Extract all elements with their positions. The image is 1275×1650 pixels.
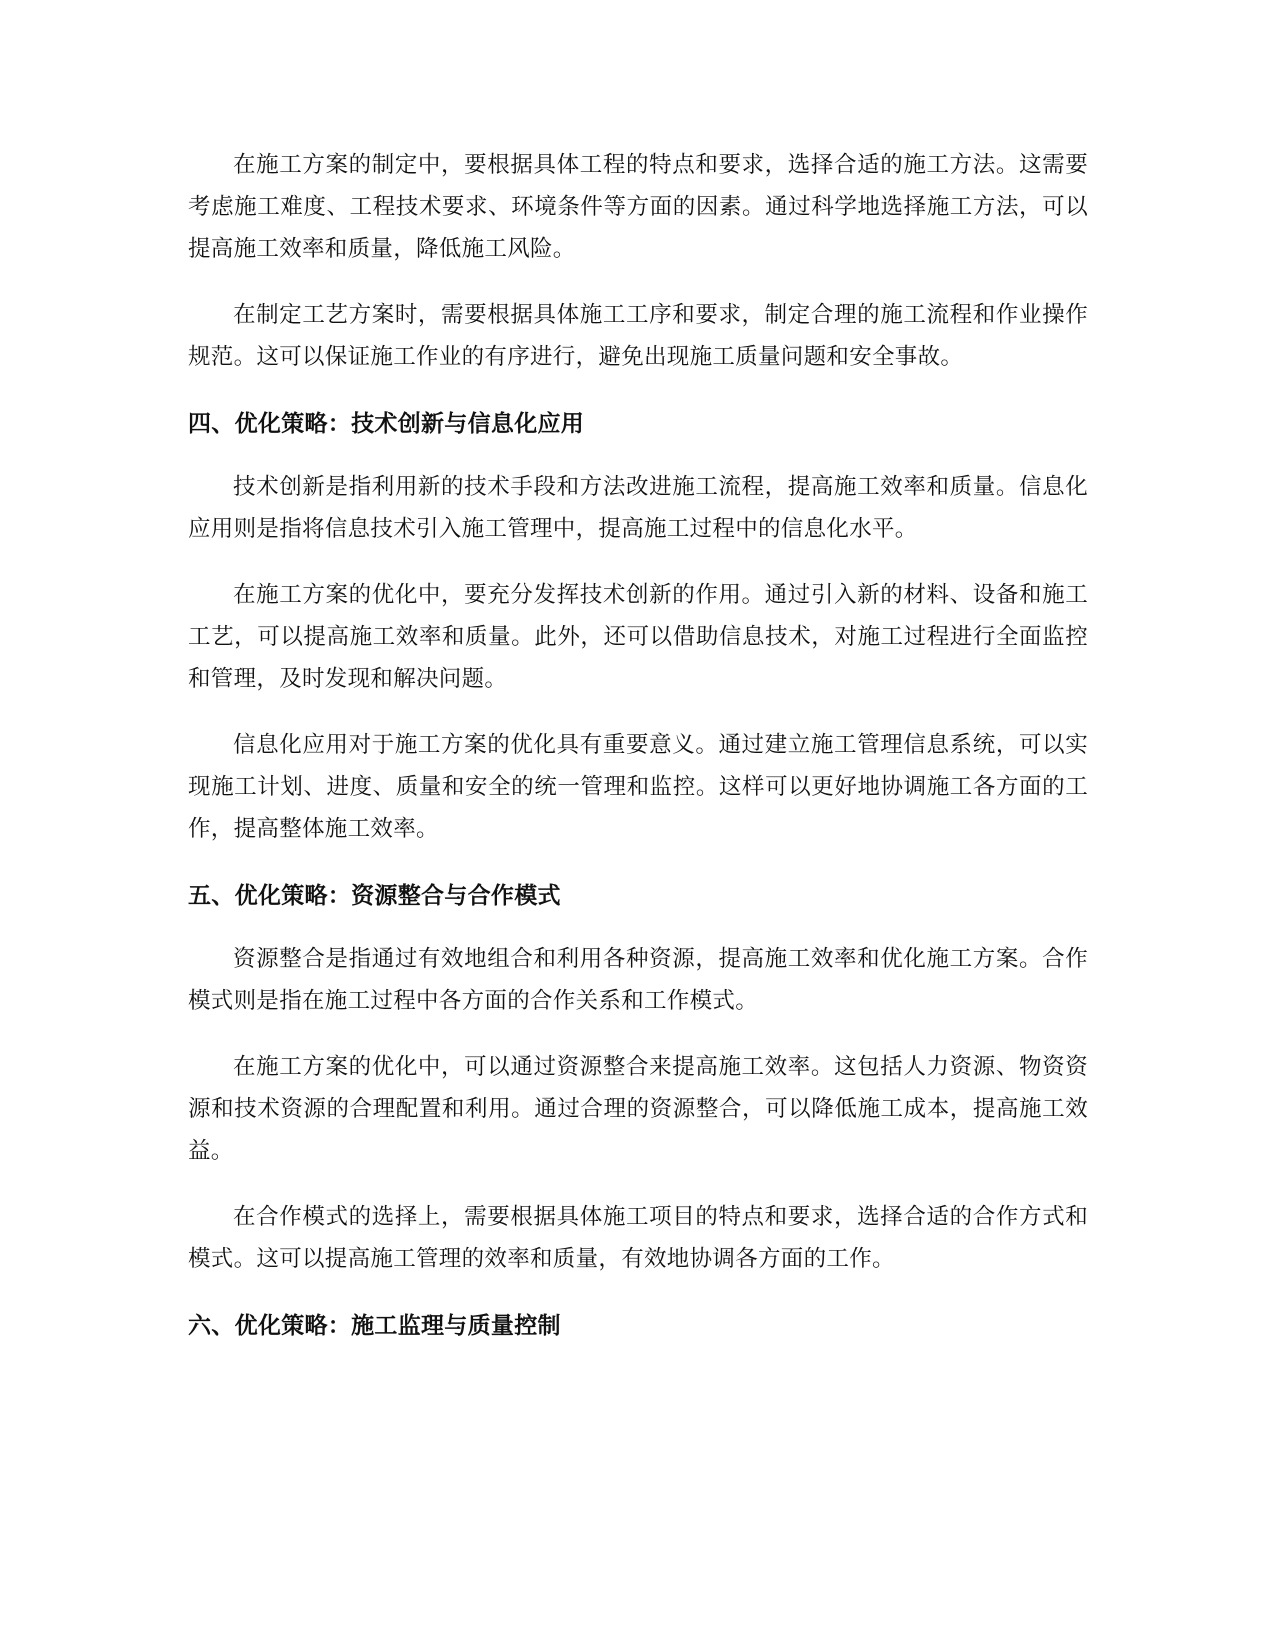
paragraph-tech-innovation-definition: 技术创新是指利用新的技术手段和方法改进施工流程，提高施工效率和质量。信息化应用则是指将信息技术引入施工管理中，提高施工过程中的信息化水平。 [188, 474, 1088, 542]
heading-section-4: 四、优化策略：技术创新与信息化应用 [188, 411, 585, 437]
document-body [188, 144, 1088, 1368]
paragraph-resource-integration-role: 在施工方案的优化中，可以通过资源整合来提高施工效率。这包括人力资源、物资资源和技术资源的合理配置和利用。通过合理的资源整合，可以降低施工成本，提高施工效益。 [188, 1054, 1088, 1164]
paragraph-tech-innovation-role: 在施工方案的优化中，要充分发挥技术创新的作用。通过引入新的材料、设备和施工工艺，可以提高施工效率和质量。此外，还可以借助信息技术，对施工过程进行全面监控和管理，及时发现和解决问题。 [188, 582, 1088, 692]
paragraph-resource-integration-definition: 资源整合是指通过有效地组合和利用各种资源，提高施工效率和优化施工方案。合作模式则是指在施工过程中各方面的合作关系和工作模式。 [188, 946, 1088, 1014]
heading-section-5: 五、优化策略：资源整合与合作模式 [188, 883, 561, 909]
paragraph-cooperation-mode: 在合作模式的选择上，需要根据具体施工项目的特点和要求，选择合适的合作方式和模式。这可以提高施工管理的效率和质量，有效地协调各方面的工作。 [188, 1204, 1088, 1272]
paragraph-information-application: 信息化应用对于施工方案的优化具有重要意义。通过建立施工管理信息系统，可以实现施工计划、进度、质量和安全的统一管理和监控。这样可以更好地协调施工各方面的工作，提高整体施工效率。 [188, 732, 1088, 842]
paragraph-process-plan: 在制定工艺方案时，需要根据具体施工工序和要求，制定合理的施工流程和作业操作规范。这可以保证施工作业的有序进行，避免出现施工质量问题和安全事故。 [188, 302, 1088, 370]
heading-section-6: 六、优化策略：施工监理与质量控制 [188, 1313, 561, 1339]
paragraph-construction-method: 在施工方案的制定中，要根据具体工程的特点和要求，选择合适的施工方法。这需要考虑施工难度、工程技术要求、环境条件等方面的因素。通过科学地选择施工方法，可以提高施工效率和质量，降低施工风险。 [188, 152, 1088, 262]
